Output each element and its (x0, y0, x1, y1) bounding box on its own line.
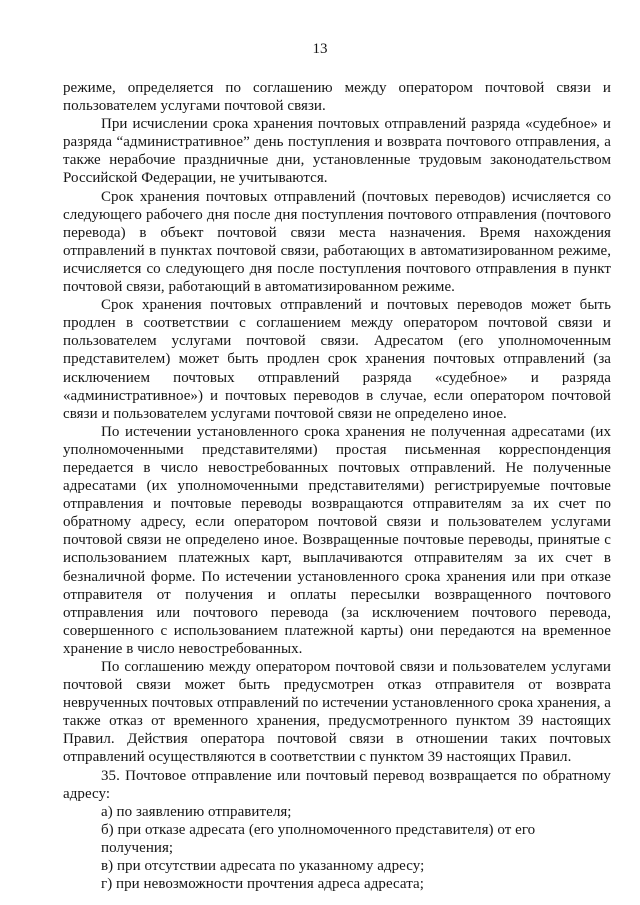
paragraph-unclaimed-items: По истечении установленного срока хранения не полученная адресатами (их уполномоченными представителями) простая письменная корреспонденция передается в число невостребованных почтовых отправлений. Не полученные адресатами (их уполномоченными представителями) регистрируемые почтовые отправления и почтовые переводы возвращаются отправителям за их счет по обратному адресу, если оператором почтовой связи и пользователем услугами почтовой связи не определено иное. Возвращенные почтовые переводы, принятые с использованием платежных карт, выплачиваются отправителям за их счет в безналичной форме. По истечении установленного срока хранения или при отказе отправителя от получения и оплаты пересылки возвращенного почтового отправления или почтового перевода (за исключением почтового перевода, совершенного с использованием платежной карты) они передаются на временное хранение в число невостребованных. (63, 423, 611, 657)
list-item-a: а) по заявлению отправителя; (101, 803, 292, 820)
page-number: 13 (312, 41, 328, 57)
list-item-g: г) при невозможности прочтения адреса адресата; (101, 876, 424, 893)
paragraph-holding-period-start: Срок хранения почтовых отправлений (почтовых переводов) исчисляется со следующего рабочего дня после дня поступления почтового отправления (почтового перевода) в объект почтовой связи места назначения. Время нахождения отправлений в пунктах почтовой связи, работающих в автоматизированном режиме, исчисляется со следующего дня после поступления почтового отправления в пункт почтовой связи, работающий в автоматизированном режиме. (63, 188, 611, 296)
list-item-v: в) при отсутствии адресата по указанному адресу; (101, 858, 425, 875)
paragraph-holding-period-extension: Срок хранения почтовых отправлений и почтовых переводов может быть продлен в соответствии с соглашением между оператором почтовой связи и пользователем услугами почтовой связи. Адресатом (его уполномоченным представителем) может быть продлен срок хранения почтовых отправлений (за исключением почтовых отправлений разряда «судебное» и разряда «административное») и почтовых переводов в случае, если оператором почтовой связи и пользователем услугами почтовой связи не определено иное. (63, 297, 611, 422)
paragraph-continuation: режиме, определяется по соглашению между оператором почтовой связи и пользователем услугами почтовой связи. (63, 80, 611, 115)
paragraph-item-35: 35. Почтовое отправление или почтовый перевод возвращается по обратному адресу: (63, 767, 611, 802)
paragraph-holding-period-calculation: При исчислении срока хранения почтовых отправлений разряда «судебное» и разряда “административное” день поступления и возврата почтового отправления, а также нерабочие праздничные дни, установленные трудовым законодательством Российской Федерации, не учитываются. (63, 116, 611, 187)
list-item-b: б) при отказе адресата (его уполномоченного представителя) от его получения; (101, 821, 536, 856)
paragraph-refusal-of-return: По соглашению между оператором почтовой связи и пользователем услугами почтовой связи может быть предусмотрен отказ отправителя от возврата неврученных почтовых отправлений по истечении установленного срока хранения, а также отказ от временного хранения, предусмотренного пунктом 39 настоящих Правил. Действия оператора почтовой связи в отношении таких почтовых отправлений осуществляются в соответствии с пунктом 39 настоящих Правил. (63, 659, 612, 766)
page-body (63, 79, 611, 893)
